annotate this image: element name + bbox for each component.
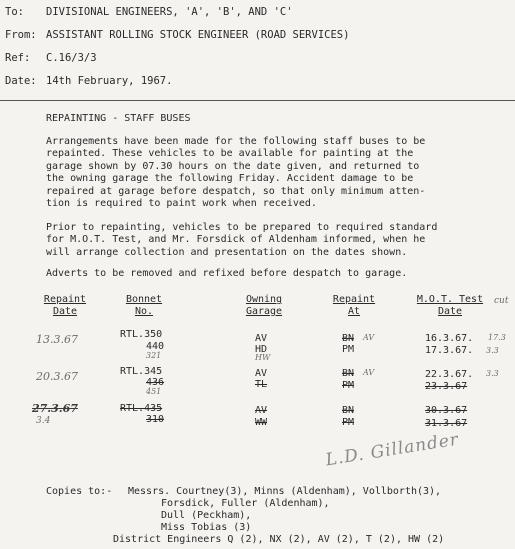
margin-note: cut xyxy=(494,296,509,306)
group-3-garage-2: WW xyxy=(255,417,268,428)
paragraph-line: Arrangements have been made for the following staff buses to be xyxy=(46,136,426,147)
group-3-mot-2: 31.3.67 xyxy=(425,418,468,429)
group-3-date: 27.3.67 xyxy=(32,402,78,415)
header-mot-test-date: M.O.T. Test Date xyxy=(416,294,484,317)
header-owning-garage: Owning Garage xyxy=(245,294,283,317)
header-repaint-date: Repaint Date xyxy=(43,294,87,317)
paragraph-line: Prior to repainting, vehicles to be prepared to required standard xyxy=(46,222,438,233)
group-1-bonnet-2: 440 xyxy=(146,341,165,352)
paragraph-line: repaired at garage before despatch, so that only minimum atten- xyxy=(46,185,426,197)
group-2-note-2: AV xyxy=(363,368,375,377)
group-3-mot-1: 30.3.67 xyxy=(425,405,468,416)
group-3-bonnet-1: RTL.435 xyxy=(120,403,163,414)
group-1-bonnet-1: RTL.350 xyxy=(120,329,163,340)
to-value: DIVISIONAL ENGINEERS, 'A', 'B', AND 'C' xyxy=(46,6,293,18)
copies-line-2: Forsdick, Fuller (Aldenham), xyxy=(161,498,330,509)
group-1-note-3: AV xyxy=(363,333,375,342)
group-3-bonnet-2: 310 xyxy=(146,414,165,425)
ref-value: C.16/3/3 xyxy=(46,52,97,64)
paragraph-preparation xyxy=(46,222,437,259)
paragraph-line: tion is required to paint work when received. xyxy=(46,198,317,210)
group-1-at-1: BN xyxy=(342,333,355,344)
ref-label: Ref: xyxy=(5,52,31,64)
group-1-mot-2: 17.3.67. xyxy=(425,345,474,356)
paragraph-line: for M.O.T. Test, and Mr. Forsdick of Aldenham informed, when he xyxy=(46,234,426,246)
group-2-at-2: PM xyxy=(342,380,355,391)
group-2-garage-1: AV xyxy=(255,368,268,379)
group-1-date: 13.3.67 xyxy=(36,333,78,346)
group-1-note-5: 3.3 xyxy=(486,346,499,355)
group-1-mot-1: 16.3.67. xyxy=(425,333,474,344)
group-2-bonnet-2: 436 xyxy=(146,377,165,388)
paragraph-adverts: Adverts to be removed and refixed before despatch to garage. xyxy=(46,268,408,279)
date-value: 14th February, 1967. xyxy=(46,75,173,87)
group-3-note-1: 3.4 xyxy=(36,416,51,426)
group-1-garage-2: HD xyxy=(255,344,268,355)
group-1-garage-1: AV xyxy=(255,333,268,344)
to-label: To: xyxy=(5,6,24,18)
paragraph-line: repainted. These vehicles to be available for painting at the xyxy=(46,148,414,160)
header-divider xyxy=(0,100,515,101)
copies-line-1: Messrs. Courtney(3), Minns (Aldenham), Vollborth(3), xyxy=(128,486,442,497)
paragraph-line: the owning garage the following Friday. Accident damage to be xyxy=(46,173,414,185)
group-2-bonnet-1: RTL.345 xyxy=(120,366,163,377)
paragraph-line: will arrange collection and presentation on the dates shown. xyxy=(46,246,408,258)
group-2-note-3: 3.3 xyxy=(486,369,499,378)
subject-heading: REPAINTING - STAFF BUSES xyxy=(46,113,191,124)
from-label: From: xyxy=(5,29,37,41)
group-1-note-4: 17.3 xyxy=(488,333,506,342)
group-1-note-1: 321 xyxy=(146,351,162,360)
copies-label: Copies to:- xyxy=(46,486,113,497)
copies-line-5: District Engineers Q (2), NX (2), AV (2), T (2), HW (2) xyxy=(113,534,445,545)
group-2-date: 20.3.67 xyxy=(36,370,78,383)
date-label: Date: xyxy=(5,75,37,87)
group-2-at-1: BN xyxy=(342,368,355,379)
paragraph-arrangements xyxy=(46,136,425,210)
group-2-mot-1: 22.3.67. xyxy=(425,369,474,380)
group-2-note-1: 451 xyxy=(146,387,162,396)
signature: L.D. Gillander xyxy=(324,429,461,471)
group-1-at-2: PM xyxy=(342,344,355,355)
from-value: ASSISTANT ROLLING STOCK ENGINEER (ROAD SERVICES) xyxy=(46,29,350,41)
group-2-garage-2: TL xyxy=(255,379,268,390)
copies-line-3: Dull (Peckham), xyxy=(161,510,252,521)
group-3-garage-1: AV xyxy=(255,405,268,416)
header-bonnet-no: Bonnet No. xyxy=(125,294,163,317)
copies-line-4: Miss Tobias (3) xyxy=(161,522,252,533)
group-3-at-1: BN xyxy=(342,405,355,416)
group-3-at-2: PM xyxy=(342,417,355,428)
group-2-mot-2: 23.3.67 xyxy=(425,381,468,392)
group-1-note-2: HW xyxy=(255,353,271,362)
paragraph-line: garage shown by 07.30 hours on the date given, and returned to xyxy=(46,160,420,172)
header-repaint-at: Repaint At xyxy=(332,294,376,317)
